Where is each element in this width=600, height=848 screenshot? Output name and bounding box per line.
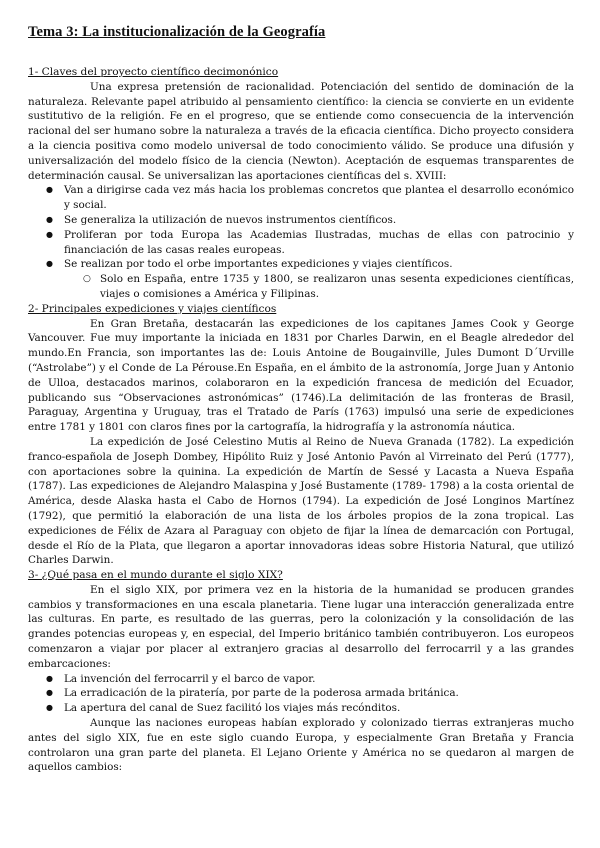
list-item: ● Se generaliza la utilización de nuevos instrumentos científicos. — [28, 213, 574, 228]
section-1-intro: Una expresa pretensión de racionalidad. Potenciación del sentido de dominación de la naturaleza. Relevante papel atribuido al pensamiento científico: la ciencia se convierte en un evidente sustitutivo de la religión. Fe en el progreso, que se entiende como consecuencia de la intervención racional del ser humano sobre la naturaleza a través de la eficacia científica. Dicho proyecto considera a la ciencia positiva como modelo universal de todo conocimiento válido. Se produce una difusión y universalización del modelo físico de la ciencia (Newton). Aceptación de esquemas transparentes de determinación causal. Se universalizan las aportaciones científicas del s. XVIII: — [28, 80, 574, 182]
section-1-subbullet-list — [28, 272, 574, 302]
section-3-paragraph-2: Aunque las naciones europeas habían explorado y colonizado tierras extranjeras mucho antes del siglo XIX, fue en este siglo cuando Europa, y especialmente Gran Bretaña y Francia controlaron una gran parte del planeta. El Lejano Oriente y América no se quedaron al margen de aquellos cambios: — [28, 717, 574, 774]
list-item: ● La erradicación de la piratería, por parte de la poderosa armada británica. — [28, 686, 574, 701]
section-1-bullet-list — [28, 183, 574, 272]
list-item: ● La invención del ferrocarril y el barco de vapor. — [28, 672, 574, 687]
list-item: ● Van a dirigirse cada vez más hacia los problemas concretos que plantea el desarrollo económico y social. — [28, 183, 574, 213]
section-3-heading: 3- ¿Qué pasa en el mundo durante el siglo XIX? — [28, 569, 283, 582]
section-3-paragraph-1: En el siglo XIX, por primera vez en la historia de la humanidad se producen grandes cambios y transformaciones en una escala planetaria. Tiene lugar una interacción generalizada entre las culturas. En parte, es resultado de las guerras, pero la colonización y la consolidación de las grandes potencias europeas y, en especial, del Imperio británico también contribuyeron. Los europeos comenzaron a viajar por placer al extranjero gracias al desarrollo del ferrocarril y a las grandes embarcaciones: — [28, 583, 574, 670]
section-1-heading: 1- Claves del proyecto científico decimonónico — [28, 66, 279, 78]
section-2-heading: 2- Principales expediciones y viajes científicos — [28, 302, 277, 315]
section-2-paragraph-2: La expedición de José Celestino Mutis al Reino de Nueva Granada (1782). La expedición franco-española de Joseph Dombey, Hipólito Ruiz y José Antonio Pavón al Virreinato del Perú (1777), con aportaciones sobre la quinina. La expedición de Martín de Sessé y Lacasta a Nueva España (1787). Las expediciones de Alejandro Malaspina y José Bustamente (1789- 1798) a la costa oriental de América, desde Alaska hasta el Cabo de Hornos (1794). La expedición de José Longinos Martínez (1792), que permitió la elaboración de una lista de los árboles propios de la zona tropical. Las expediciones de Félix de Azara al Paraguay con objeto de fijar la línea de demarcación con Portugal, desde el Río de la Plata, que llegaron a aportar innovadoras ideas sobre Historia Natural, que utilizó Charles Darwin. — [28, 435, 574, 567]
document-title: Tema 3: La institucionalización de la Geografía — [28, 24, 326, 40]
list-item: ● Se realizan por todo el orbe importantes expediciones y viajes científicos. — [28, 257, 574, 272]
list-subitem: ○ Solo en España, entre 1735 y 1800, se realizaron unas sesenta expediciones científicas, viajes o comisiones a América y Filipinas. — [28, 272, 574, 302]
list-item: ● Proliferan por toda Europa las Academias Ilustradas, muchas de ellas con patrocinio y financiación de las casas reales europeas. — [28, 228, 574, 258]
section-3-bullet-list — [28, 672, 574, 716]
section-2-paragraph-1: En Gran Bretaña, destacarán las expediciones de los capitanes James Cook y George Vancouver. Fue muy importante la iniciada en 1831 por Charles Darwin, en el Beagle alrededor del mundo.En Francia, son importantes las de: Louis Antoine de Bougainville, Jules Dumont D´Urville (“Astrolabe”) y el Conde de La Pérouse.En España, en el ámbito de la astronomía, Jorge Juan y Antonio de Ulloa, destacados marinos, colaboraron en la expedición francesa de medición del Ecuador, publicando sus “Observaciones astronómicas” (1746).La delimitación de las fronteras de Brasil, Paraguay, Argentina y Uruguay, tras el Tratado de París (1763) impulsó una serie de expediciones entre 1781 y 1801 con claros fines por la cartografía, la hidrografía y la astronomía náutica. — [28, 317, 574, 434]
list-item: ● La apertura del canal de Suez facilitó los viajes más recónditos. — [28, 701, 574, 716]
